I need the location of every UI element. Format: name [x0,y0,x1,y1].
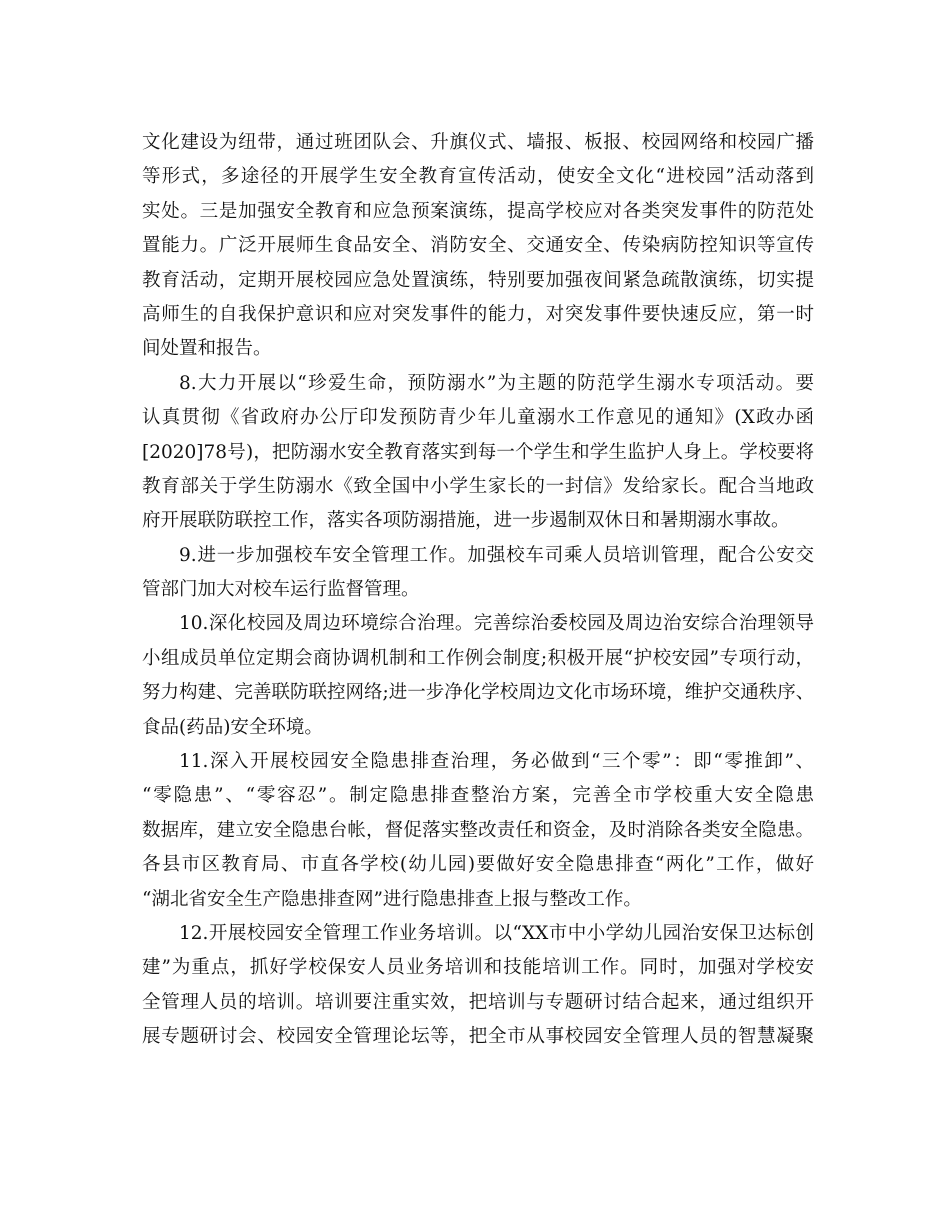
text-line: 教育活动，定期开展校园应急处置演练，特别要加强夜间紧急疏散演练，切实提 [142,269,814,291]
text-line: 8.大力开展以“珍爱生命，预防溺水”为主题的防范学生溺水专项活动。要 [179,372,814,394]
text-line: 食品(药品)安全环境。 [142,716,323,738]
text-line: 全管理人员的培训。培训要注重实效，把培训与专题研讨结合起来，通过组织开 [142,991,814,1013]
text-line: 10.深化校园及周边环境综合治理。完善综治委校园及周边治安综合治理领导 [179,613,814,635]
text-line: 文化建设为纽带，通过班团队会、升旗仪式、墙报、板报、校园网络和校园广播 [142,132,814,153]
text-line: 置能力。广泛开展师生食品安全、消防安全、交通安全、传染病防控知识等宣传 [142,235,814,257]
text-line: [2020]78号)，把防溺水安全教育落实到每一个学生和学生监护人身上。学校要将 [142,441,814,463]
text-line: 府开展联防联控工作，落实各项防溺措施，进一步遏制双休日和暑期溺水事故。 [142,510,790,532]
text-line: 建”为重点，抓好学校保安人员业务培训和技能培训工作。同时，加强对学校安 [142,957,814,979]
text-line: 管部门加大对校车运行监督管理。 [142,579,420,601]
text-line: “湖北省安全生产隐患排查网”进行隐患排查上报与整改工作。 [142,888,642,910]
text-line: 间处置和报告。 [142,338,272,360]
text-line: 努力构建、完善联防联控网络;进一步净化学校周边文化市场环境，维护交通秩序、 [142,682,815,704]
text-line: 11.深入开展校园安全隐患排查治理，务必做到“三个零”：即“零推卸”、 [179,751,814,773]
text-line: 等形式，多途径的开展学生安全教育宣传活动，使安全文化“进校园”活动落到 [142,166,814,188]
text-line: 展专题研讨会、校园安全管理论坛等，把全市从事校园安全管理人员的智慧凝聚 [142,1026,814,1048]
text-line: “零隐患”、“零容忍”。制定隐患排查整治方案，完善全市学校重大安全隐患 [142,785,814,807]
document-body [142,126,814,1055]
text-line: 教育部关于学生防溺水《致全国中小学生家长的一封信》发给家长。配合当地政 [142,475,814,497]
text-line: 数据库，建立安全隐患台帐，督促落实整改责任和资金，及时消除各类安全隐患。 [142,819,814,841]
text-line: 9.进一步加强校车安全管理工作。加强校车司乘人员培训管理，配合公安交 [179,544,814,566]
text-line: 认真贯彻《省政府办公厅印发预防青少年儿童溺水工作意见的通知》(X政办函 [142,407,814,429]
text-line: 高师生的自我保护意识和应对突发事件的能力，对突发事件要快速反应，第一时 [142,303,814,325]
text-line: 12.开展校园安全管理工作业务培训。以“XX市中小学幼儿园治安保卫达标创 [179,922,814,944]
text-line: 小组成员单位定期会商协调机制和工作例会制度;积极开展“护校安园”专项行动， [142,647,814,669]
text-line: 各县市区教育局、市直各学校(幼儿园)要做好安全隐患排查“两化”工作，做好 [142,854,814,876]
text-line: 实处。三是加强安全教育和应急预案演练，提高学校应对各类突发事件的防范处 [142,200,814,222]
